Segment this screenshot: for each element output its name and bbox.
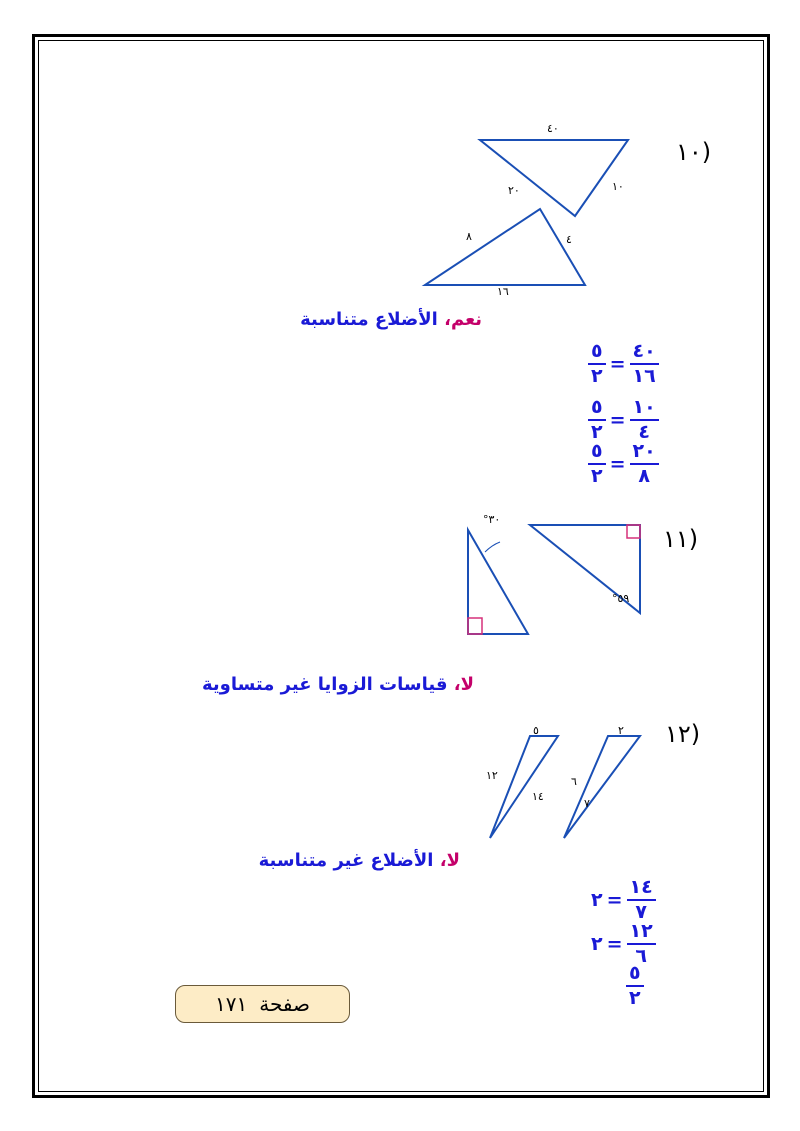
fraction: $\frac{٥}{٢}$ bbox=[588, 442, 606, 486]
fraction: $\frac{١٢}{٦}$ bbox=[627, 922, 656, 966]
fraction: $\frac{٥}{٢}$ bbox=[588, 342, 606, 386]
side-label: ١٦ bbox=[497, 285, 509, 298]
ratio-equation bbox=[588, 342, 659, 386]
side-label: ١٢ bbox=[486, 769, 498, 782]
ratio-equation bbox=[588, 398, 659, 442]
side-label: ٦ bbox=[571, 775, 577, 788]
fraction: $\frac{٥}{٢}$ bbox=[626, 964, 644, 1008]
answer-prefix: لا، bbox=[453, 674, 474, 695]
ratio-equation bbox=[591, 878, 656, 922]
answer-text bbox=[300, 309, 482, 330]
ratio-value: ٢ bbox=[591, 933, 603, 955]
problem-number: (١٠ bbox=[676, 138, 712, 166]
triangle-shape bbox=[490, 736, 558, 838]
equals-sign: = bbox=[609, 409, 626, 431]
problem-number: (١١ bbox=[663, 525, 699, 553]
equals-sign: = bbox=[606, 933, 623, 955]
angle-label: °٥٩ bbox=[612, 592, 630, 605]
ratio-equation bbox=[626, 964, 644, 1008]
problem-number: (١٢ bbox=[665, 720, 701, 748]
angle-arc bbox=[485, 542, 500, 552]
ratio-value: ٢ bbox=[591, 889, 603, 911]
page-number-box bbox=[175, 985, 350, 1023]
side-label: ٨ bbox=[466, 230, 472, 243]
right-angle-marker bbox=[627, 525, 640, 538]
side-label: ٧ bbox=[584, 797, 590, 810]
triangle-shape bbox=[480, 140, 628, 216]
page-word: صفحة bbox=[259, 992, 310, 1016]
triangle-figure bbox=[484, 732, 654, 844]
equals-sign: = bbox=[609, 353, 626, 375]
answer-body: الأضلاع غير متناسبة bbox=[258, 850, 440, 871]
answer-prefix: لا، bbox=[439, 850, 460, 871]
equals-sign: = bbox=[609, 453, 626, 475]
triangle-shape bbox=[425, 209, 585, 285]
answer-text bbox=[202, 674, 474, 695]
side-label: ١٠ bbox=[612, 180, 624, 193]
fraction: $\frac{١٠}{٤}$ bbox=[630, 398, 659, 442]
page-number: ١٧١ bbox=[215, 992, 248, 1016]
side-label: ٥ bbox=[533, 724, 539, 737]
angle-label: °٣٠ bbox=[483, 513, 501, 526]
fraction: $\frac{٢٠}{٨}$ bbox=[630, 442, 659, 486]
ratio-equation bbox=[588, 442, 659, 486]
answer-body: الأضلاع متناسبة bbox=[300, 309, 445, 330]
fraction: $\frac{١٤}{٧}$ bbox=[627, 878, 656, 922]
side-label: ٤ bbox=[566, 233, 572, 246]
side-label: ٤٠ bbox=[547, 122, 559, 135]
answer-text bbox=[259, 850, 460, 871]
right-angle-marker bbox=[468, 618, 482, 634]
side-label: ٢٠ bbox=[508, 184, 520, 197]
fraction: $\frac{٤٠}{١٦}$ bbox=[630, 342, 659, 386]
side-label: ١٤ bbox=[532, 790, 544, 803]
answer-body: قياسات الزوايا غير متساوية bbox=[201, 674, 454, 695]
triangle-figure bbox=[460, 510, 650, 640]
triangle-figure bbox=[420, 135, 640, 300]
answer-prefix: نعم، bbox=[444, 309, 482, 330]
fraction: $\frac{٥}{٢}$ bbox=[588, 398, 606, 442]
side-label: ٢ bbox=[618, 724, 624, 737]
ratio-equation bbox=[591, 922, 656, 966]
equals-sign: = bbox=[606, 889, 623, 911]
